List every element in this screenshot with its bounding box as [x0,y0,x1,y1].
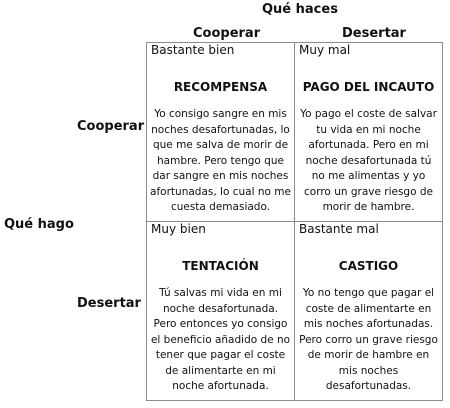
row-header-cooperar: Cooperar [77,119,145,134]
cell-description: Yo consigo sangre en mis noches desafortunadas, lo que me salva de morir de hambre. Pero tengo que dar sangre en mis noches afortunadas, lo cual no me cuesta demasiado. [150,108,291,213]
cell-rating: Muy bien [151,222,206,236]
cell-description: Tú salvas mi vida en mi noche desafortunada. Pero entonces yo consigo el beneficio añadido de no tener que pagar el coste de alimentarte en mi noche afortunada. [150,287,291,392]
cell-title: RECOMPENSA [173,80,268,94]
column-axis-title: Qué haces [262,2,338,17]
cell-title: TENTACIÓN [182,259,259,273]
cell-rating: Bastante bien [151,43,235,57]
column-header-cooperar: Cooperar [193,26,261,41]
cell-title: CASTIGO [338,259,399,273]
column-header-desertar: Desertar [342,26,406,41]
payoff-matrix [146,42,443,401]
cell-rating: Muy mal [299,43,351,57]
cell-title: PAGO DEL INCAUTO [302,80,435,94]
row-axis-title: Qué hago [4,217,74,232]
cell-description: Yo pago el coste de salvar tu vida en mi noche afortunada. Pero en mi noche desafortunada tú no me alimentas y yo corro un grave riesgo de morir de hambre. [300,108,437,213]
cell-reward [146,42,295,222]
cell-temptation [146,221,295,401]
cell-rating: Bastante mal [299,222,379,236]
row-header-desertar: Desertar [77,296,141,311]
cell-description: Yo no tengo que pagar el coste de alimentarte en mis noches afortunadas. Pero corro un grave riesgo de morir de hambre en mis noches desafortunadas. [299,287,438,392]
cell-punishment [294,221,443,401]
cell-sucker-payoff [294,42,443,222]
